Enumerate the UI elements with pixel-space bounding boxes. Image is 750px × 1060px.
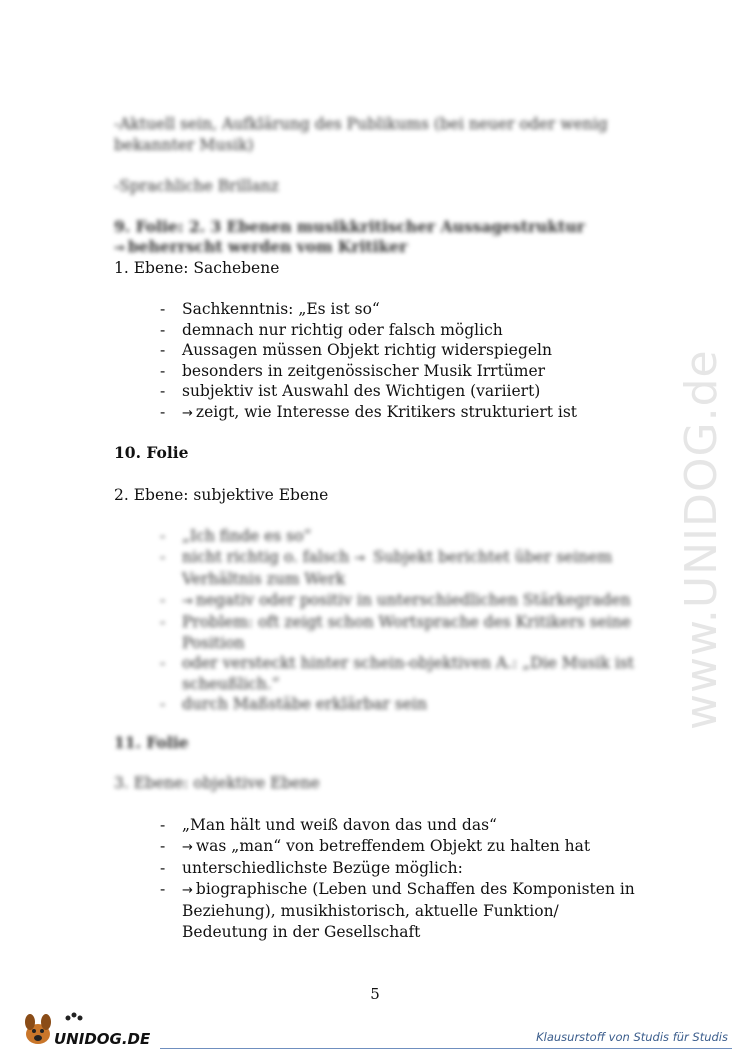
list-item: - → zeigt, wie Interesse des Kritikers strukturiert ist [160, 402, 660, 425]
arrow-right-icon: → [114, 241, 125, 256]
list-item: - „Man hält und weiß davon das und das“ [160, 815, 640, 836]
list-item: - nicht richtig o. falsch → Subjekt berichtet über seinem Verhältnis zum Werk [160, 547, 660, 590]
watermark [660, 280, 740, 740]
arrow-right-icon: → [182, 593, 193, 609]
intro-line-2: bekannter Musik) [114, 136, 254, 154]
intro-line-3: -Sprachliche Brillanz [114, 177, 279, 195]
watermark-text: www.UNIDOG.de [676, 349, 727, 730]
list-item: - → biographische (Leben und Schaffen des Komponisten in Beziehung), musikhistorisch, aktuelle Funktion/ Bedeutung in der Gesellschaft [160, 879, 640, 943]
list-item: - Problem: oft zeigt schon Wortsprache des Kritikers seine Position [160, 612, 660, 653]
list-item: - Aussagen müssen Objekt richtig widerspiegeln [160, 340, 660, 361]
ebene3-title: 3. Ebene: objektive Ebene [114, 774, 320, 792]
ebene1-title: 1. Ebene: Sachebene [114, 259, 280, 277]
folie10-heading: 10. Folie [114, 443, 189, 462]
list-item: - → was „man“ von betreffendem Objekt zu halten hat [160, 836, 640, 859]
arrow-right-icon: → [182, 882, 193, 898]
list-item: - durch Maßstäbe erklärbar sein [160, 694, 660, 715]
arrow-right-icon: → [182, 839, 193, 855]
ebene2-list [160, 526, 660, 715]
unidog-logo [20, 1010, 160, 1050]
list-item: - subjektiv ist Auswahl des Wichtigen (variiert) [160, 381, 660, 402]
list-item: - oder versteckt hinter schein-objektiven A.: „Die Musik ist scheußlich.“ [160, 653, 660, 694]
ebene1-list [160, 299, 660, 424]
logo-text: UNIDOG.DE [54, 1030, 151, 1048]
intro-line-1: -Aktuell sein, Aufklärung des Publikums (bei neuer oder wenig [114, 115, 608, 133]
folie11-heading: 11. Folie [114, 733, 189, 752]
arrow-right-icon: → [182, 405, 193, 421]
list-item: - Sachkenntnis: „Es ist so“ [160, 299, 660, 320]
list-item: - besonders in zeitgenössischer Musik Irrtümer [160, 361, 660, 382]
list-item: - → negativ oder positiv in unterschiedlichen Stärkegraden [160, 590, 660, 613]
ebene2-title: 2. Ebene: subjektive Ebene [114, 486, 329, 504]
list-item: - unterschiedlichste Bezüge möglich: [160, 858, 640, 879]
page-number: 5 [370, 985, 380, 1003]
arrow-right-icon: → [354, 550, 366, 566]
footer-tagline: Klausurstoff von Studis für Studis [536, 1030, 728, 1044]
footer-divider [160, 1048, 732, 1049]
list-item: - demnach nur richtig oder falsch möglich [160, 320, 660, 341]
list-item: - „Ich finde es so“ [160, 526, 660, 547]
folie9-subheading: → beherrscht werden vom Kritiker [114, 237, 408, 256]
folie9-heading: 9. Folie: 2. 3 Ebenen musikkritischer Aussagestruktur [114, 217, 585, 236]
ebene3-list [160, 815, 640, 942]
